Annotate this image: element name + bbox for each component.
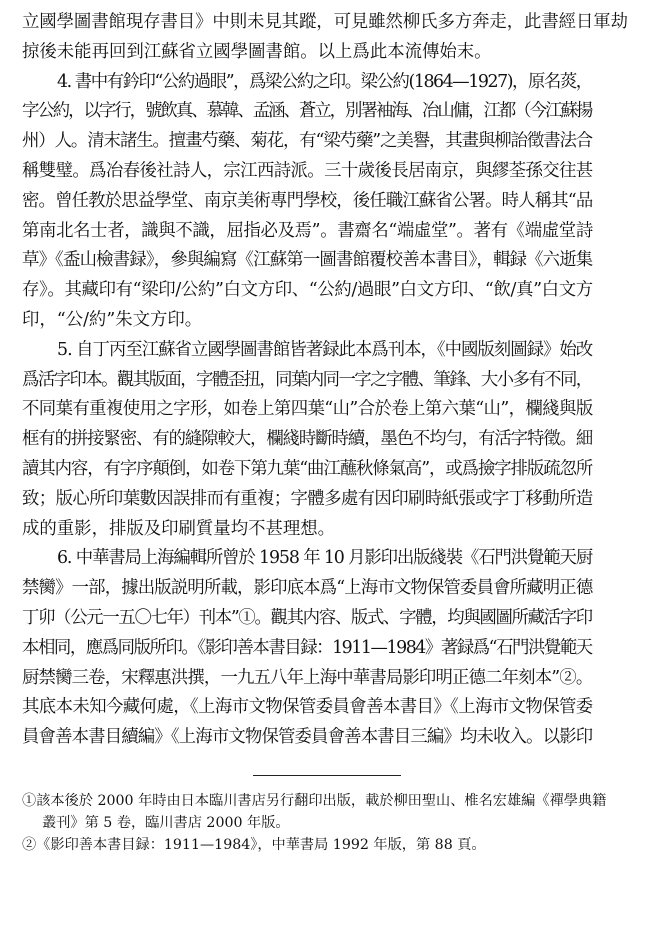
footnote-line: ①該本後於 2000 年時由日本臨川書店另行翻印出版，載於柳田聖山、椎名宏雄編《禪學典籍 — [22, 792, 607, 809]
footnote-divider — [253, 775, 401, 776]
paragraph-line: 6. 中華書局上海編輯所曾於 1958 年 10 月影印出版綫裝《石門洪覺範天厨 — [57, 548, 593, 569]
paragraph-line: 5. 自丁丙至江蘇省立國學圖書館皆著録此本爲刊本，《中國版刻圖録》始改 — [57, 339, 593, 360]
paragraph-line: 第南北名士者，識與不識，屈指必及焉”。書齋名“端虛堂”。著有《端虛堂詩 — [22, 220, 593, 241]
paragraph-line: 本相同，應爲同版所印。《影印善本書目録：1911—1984》著録爲“石門洪覺範天 — [22, 637, 592, 658]
document-page — [22, 8, 632, 856]
paragraph-line: 4. 書中有鈐印“公約過眼”，爲梁公約之印。梁公約(1864—1927)，原名菼， — [57, 71, 592, 92]
paragraph-4 — [22, 544, 632, 753]
paragraph-line: 州）人。清末諸生。擅畫芍藥、菊花，有“梁芍藥”之美譽，其畫與柳詒徵書法合 — [22, 131, 593, 152]
body-text — [22, 8, 632, 753]
paragraph-line: 丁卯（公元一五〇七年）刊本”①。觀其内容、版式、字體，均與國圖所藏活字印 — [22, 607, 592, 628]
paragraph-line: 草》《盉山檢書録》，參與編寫《江蘇第一圖書館覆校善本書目》，輯録《六逝集 — [22, 250, 593, 271]
footnote-line: 叢刊》第 5 卷，臨川書店 2000 年版。 — [42, 814, 290, 831]
footnotes — [22, 790, 632, 856]
footnote-line: ②《影印善本書目録：1911—1984》，中華書局 1992 年版，第 88 頁。 — [22, 836, 486, 853]
paragraph-line: 其底本未知今藏何處，《上海市文物保管委員會善本書目》《上海市文物保管委 — [22, 697, 593, 718]
paragraph-1 — [22, 8, 632, 68]
footnote-2 — [22, 834, 632, 856]
paragraph-line: 爲活字印本。觀其版面，字體歪扭，同葉内同一字之字體、筆鋒、大小多有不同， — [22, 369, 592, 390]
paragraph-3 — [22, 336, 632, 545]
paragraph-line: 禁臠》一部，據出版説明所載，影印底本爲“上海市文物保管委員會所藏明正德 — [22, 578, 593, 599]
paragraph-line: 框有的拼接緊密、有的縫隙較大，欄綫時斷時續，墨色不均勻，有活字特徵。細 — [22, 429, 593, 450]
paragraph-line: 稱雙璧。爲冶春後社詩人，宗江西詩派。三十歲後長居南京，與繆荃孫交往甚 — [22, 160, 593, 181]
paragraph-line: 立國學圖書館現存書目》中則未見其蹤，可見雖然柳氏多方奔走，此書經日軍劫 — [22, 12, 628, 32]
paragraph-line: 致；版心所印葉數因誤排而有重複；字體多處有因印刷時紙張或字丁移動所造 — [22, 488, 593, 509]
paragraph-line: 印，“公/約”朱文方印。 — [22, 309, 203, 330]
paragraph-line: 密。曾任教於思益學堂、南京美術專門學校，後任職江蘇省公署。時人稱其“品 — [22, 190, 593, 211]
paragraph-line: 厨禁臠三卷，宋釋惠洪撰，一九五八年上海中華書局影印明正德二年刻本”②。 — [22, 667, 593, 688]
paragraph-line: 不同葉有重複使用之字形，如卷上第四葉“山”合於卷上第六葉“山”，欄綫與版 — [22, 399, 593, 420]
footnote-1 — [22, 790, 632, 834]
paragraph-line: 成的重影，排版及印刷質量均不甚理想。 — [22, 518, 336, 539]
paragraph-2 — [22, 68, 632, 336]
paragraph-line: 員會善本書目續編》《上海市文物保管委員會善本書目三編》均未收入。以影印 — [22, 727, 593, 748]
paragraph-line: 掠後未能再回到江蘇省立國學圖書館。以上爲此本流傳始末。 — [22, 41, 492, 62]
paragraph-line: 存》。其藏印有“梁印/公約”白文方印、“公約/過眼”白文方印、“飲/真”白文方 — [22, 280, 593, 301]
paragraph-line: 讀其内容，有字序顛倒，如卷下第九葉“曲江蘸秋條氣高”，或爲撿字排版疏忽所 — [22, 458, 593, 479]
paragraph-line: 字公約，以字行，號飲真、慕韓、孟涵、蒼立，別署袖海、冶山傭，江都（今江蘇揚 — [22, 101, 592, 122]
